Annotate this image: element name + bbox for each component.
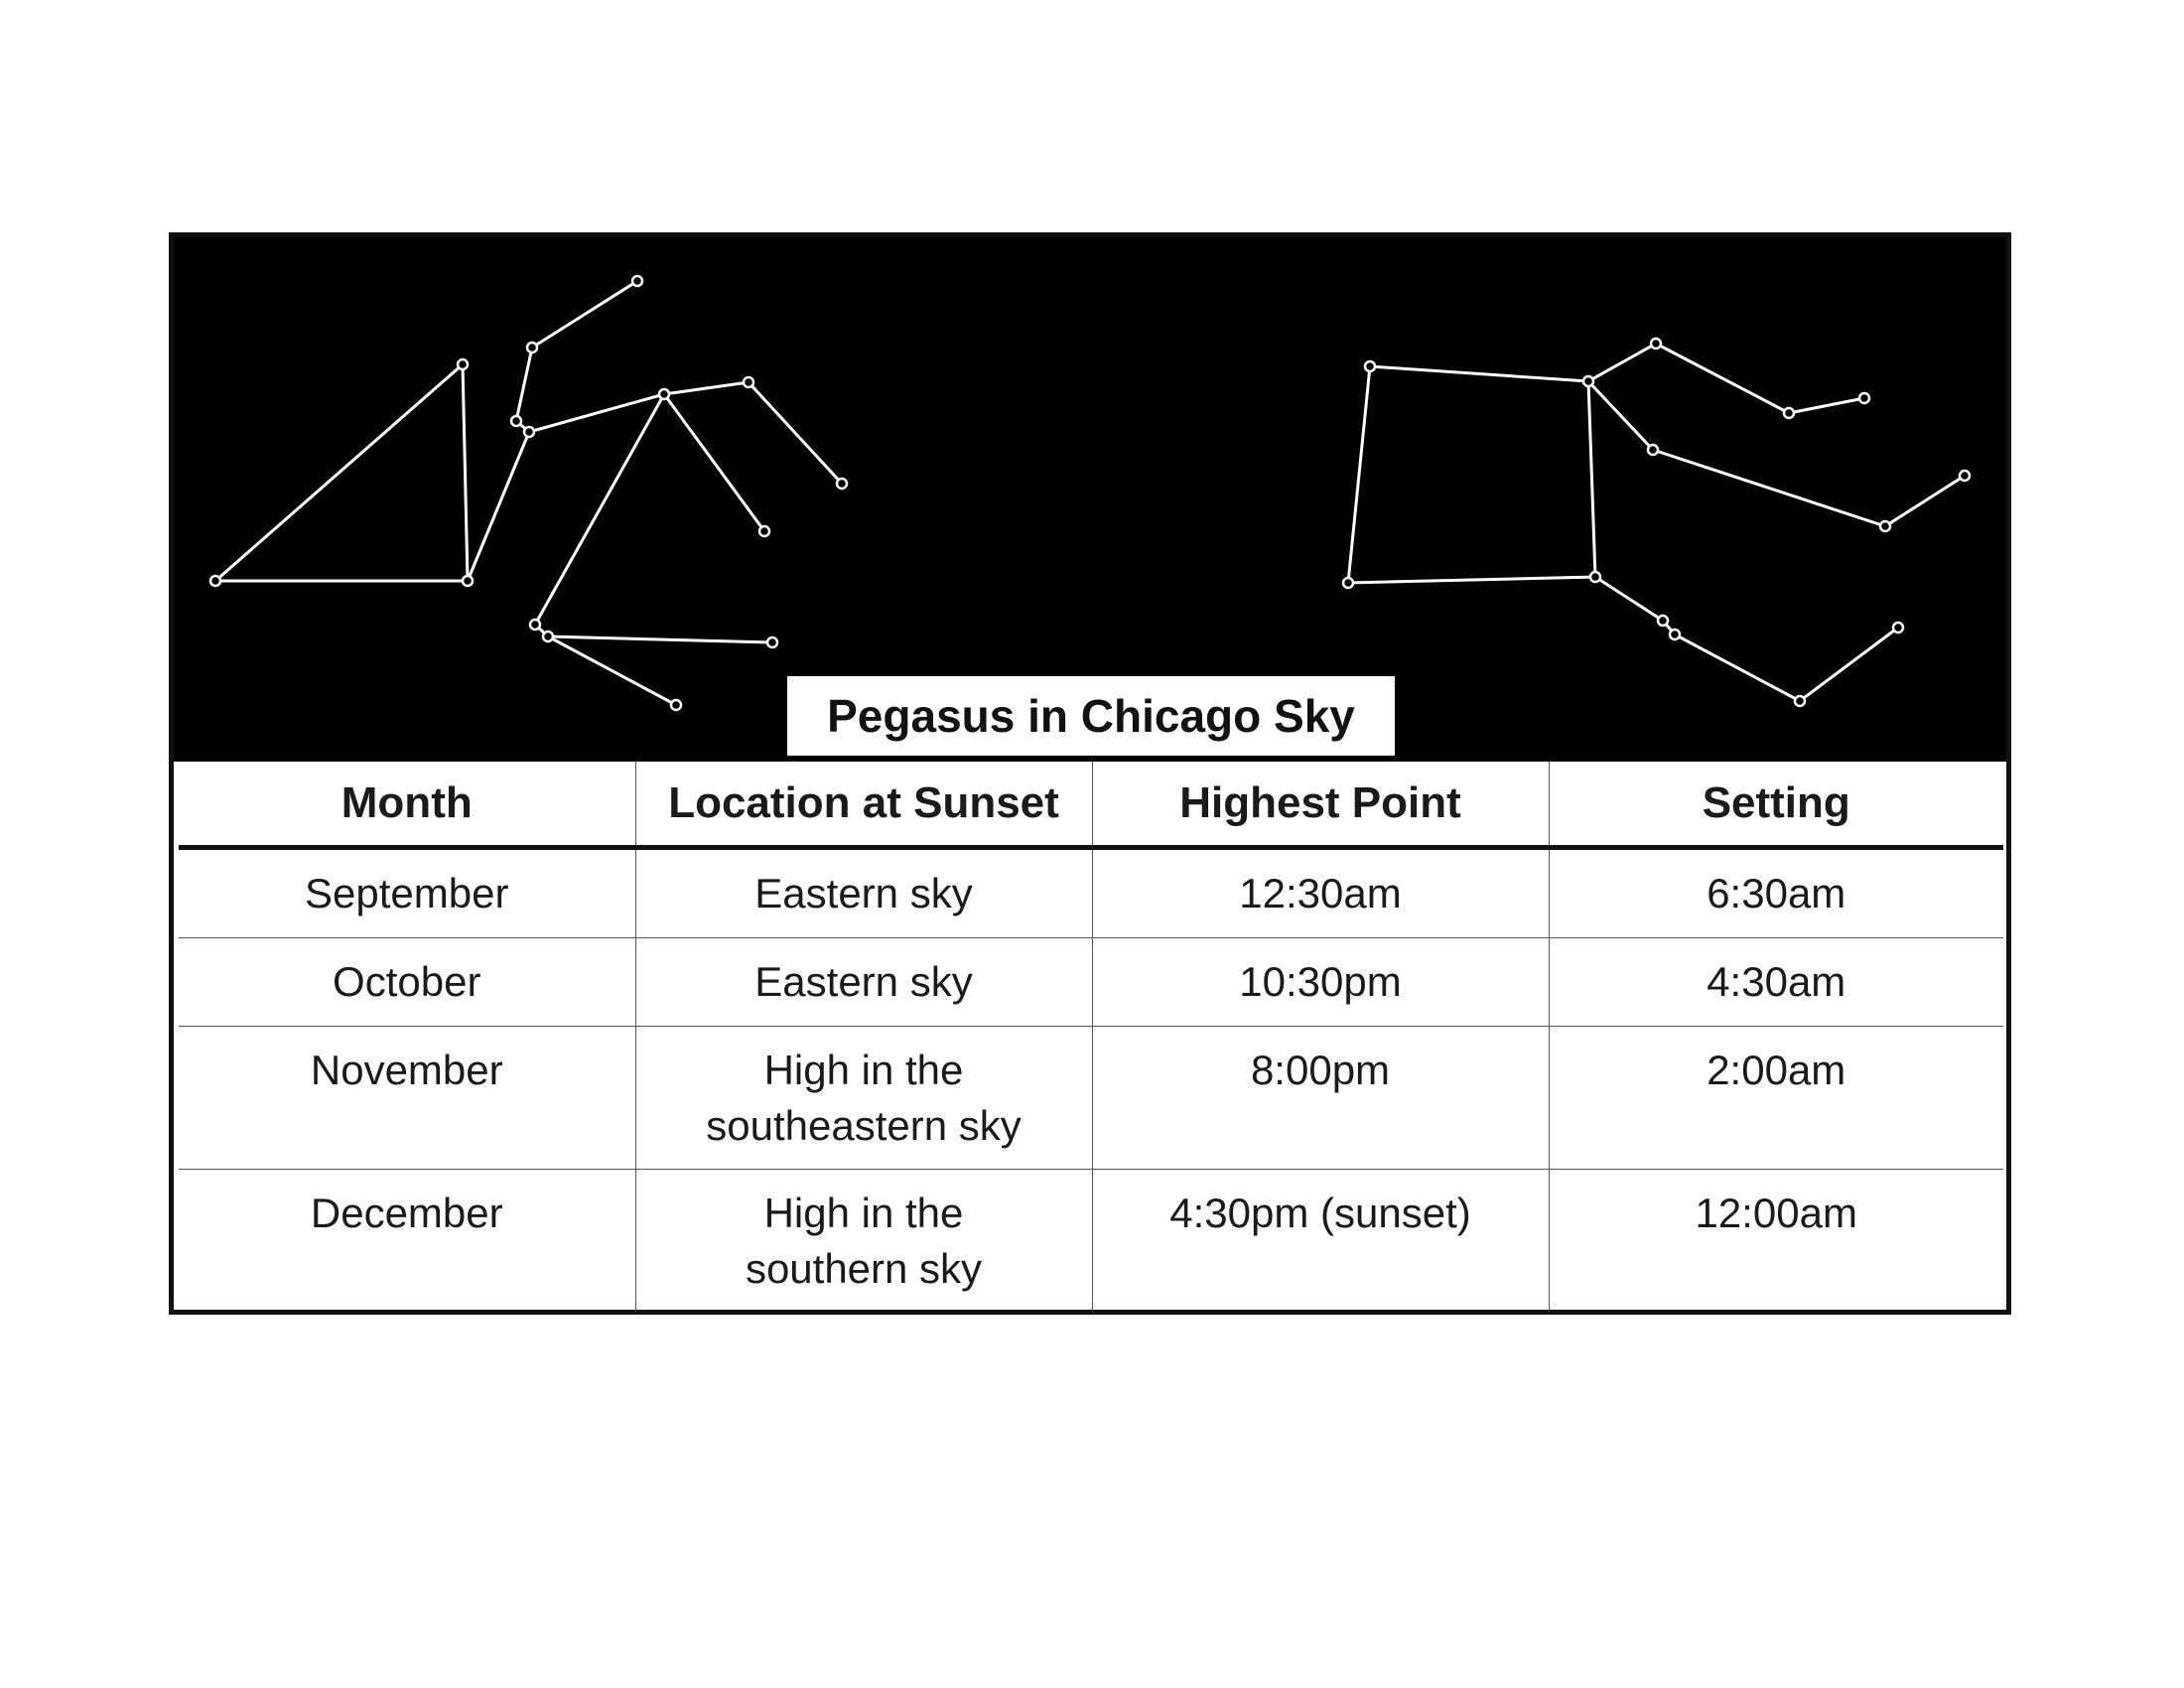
highest-point-cell: 10:30pm (1092, 938, 1549, 1027)
highest-point-cell: 12:30am (1092, 848, 1549, 938)
pegasus-constellation-right (1348, 344, 1965, 701)
location-cell (635, 1170, 1092, 1313)
month-cell: October (179, 938, 635, 1027)
table-row (179, 848, 2003, 938)
chart-title: Pegasus in Chicago Sky (787, 676, 1395, 756)
header-setting: Setting (1549, 762, 2003, 848)
location-cell: Eastern sky (635, 848, 1092, 938)
highest-point-cell: 8:00pm (1092, 1027, 1549, 1170)
month-cell: September (179, 848, 635, 938)
setting-cell: 4:30am (1549, 938, 2003, 1027)
header-highest-point: Highest Point (1092, 762, 1549, 848)
location-text: High in the southeastern sky (706, 1047, 1022, 1149)
setting-cell: 12:00am (1549, 1170, 2003, 1313)
setting-cell: 6:30am (1549, 848, 2003, 938)
setting-cell: 2:00am (1549, 1027, 2003, 1170)
table-row (179, 938, 2003, 1027)
month-cell: December (310, 1190, 503, 1236)
pegasus-visibility-table (179, 762, 2003, 1312)
header-month: Month (179, 762, 635, 848)
highest-point-cell: 4:30pm (sunset) (1092, 1170, 1549, 1313)
location-cell: Eastern sky (635, 938, 1092, 1027)
table-row (179, 1170, 2003, 1313)
pegasus-chart-card (169, 232, 2011, 1315)
night-sky-panel (174, 237, 2006, 762)
month-cell: November (179, 1027, 635, 1170)
pegasus-stars-left (210, 276, 847, 710)
header-location-at-sunset: Location at Sunset (635, 762, 1092, 848)
table-row (179, 1027, 2003, 1170)
table-header-row (179, 762, 2003, 848)
location-text: High in the southern sky (745, 1190, 983, 1292)
location-cell (635, 1027, 1092, 1170)
